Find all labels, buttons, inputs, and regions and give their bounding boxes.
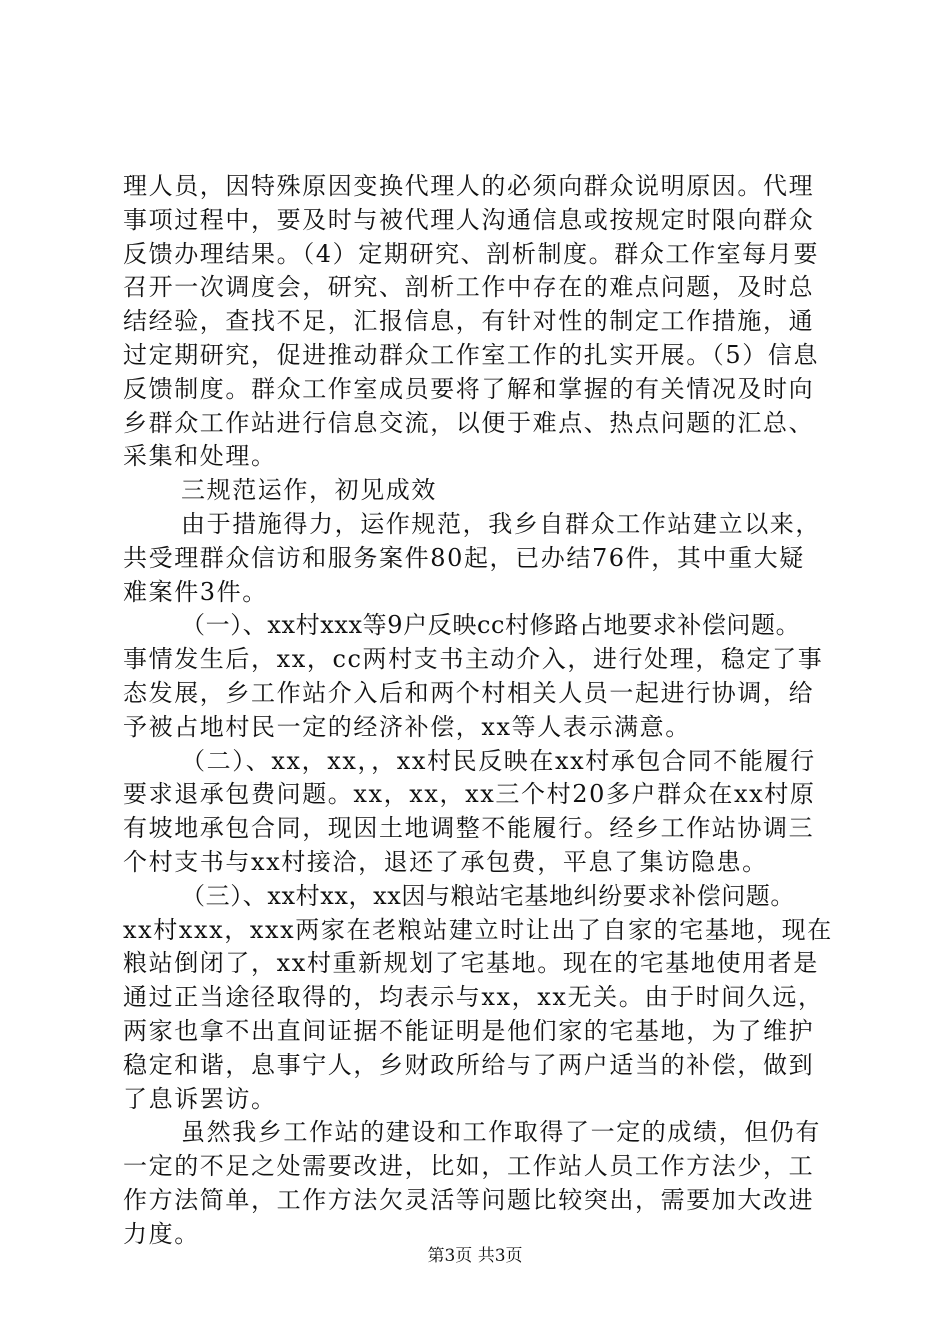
text-line: 通过正当途径取得的，均表示与xx，xx无关。由于时间久远， (123, 983, 824, 1012)
text-line: （三）、xx村xx，xx因与粮站宅基地纠纷要求补偿问题。 (181, 881, 796, 910)
text-line: 稳定和谐，息事宁人，乡财政所给与了两户适当的补偿，做到 (123, 1050, 815, 1079)
page-number: 第3页 共3页 (427, 1246, 523, 1266)
text-line: 召开一次调度会，研究、剖析工作中存在的难点问题，及时总 (123, 273, 815, 302)
text-line: 乡群众工作站进行信息交流，以便于难点、热点问题的汇总、 (123, 408, 815, 437)
text-line: （一）、xx村xxx等9户反映cc村修路占地要求补偿问题。 (181, 611, 801, 640)
text-line: 反馈办理结果。（4）定期研究、剖析制度。群众工作室每月要 (123, 239, 820, 268)
text-line: 由于措施得力，运作规范，我乡自群众工作站建立以来， (181, 509, 821, 538)
text-line: 作方法简单，工作方法欠灵活等问题比较突出，需要加大改进 (123, 1185, 815, 1214)
text-line: 反馈制度。群众工作室成员要将了解和掌握的有关情况及时向 (123, 374, 815, 403)
text-line: 共受理群众信访和服务案件80起，已办结76件，其中重大疑 (123, 543, 805, 572)
text-line: 予被占地村民一定的经济补偿，xx等人表示满意。 (123, 712, 691, 741)
text-line: 两家也拿不出直间证据不能证明是他们家的宅基地，为了维护 (123, 1016, 815, 1045)
text-line: 过定期研究，促进推动群众工作室工作的扎实开展。（5）信息 (123, 340, 820, 369)
text-line: 结经验，查找不足，汇报信息，有针对性的制定工作措施，通 (123, 307, 815, 336)
text-line: 难案件3件。 (123, 577, 268, 606)
text-line: 了息诉罢访。 (123, 1084, 277, 1113)
text-line: 一定的不足之处需要改进，比如，工作站人员工作方法少，工 (123, 1152, 815, 1181)
body-text (123, 170, 843, 1252)
text-line: 要求退承包费问题。xx，xx，xx三个村20多户群众在xx村原 (123, 780, 816, 809)
text-line: 事情发生后，xx，cc两村支书主动介入，进行处理，稳定了事 (123, 645, 824, 674)
text-line: 有坡地承包合同，现因土地调整不能履行。经乡工作站协调三 (123, 814, 815, 843)
text-line: 力度。 (123, 1219, 200, 1248)
text-line: 理人员，因特殊原因变换代理人的必须向群众说明原因。代理 (123, 172, 815, 200)
text-line: 态发展，乡工作站介入后和两个村相关人员一起进行协调，给 (123, 678, 815, 707)
text-line: 粮站倒闭了，xx村重新规划了宅基地。现在的宅基地使用者是 (123, 949, 819, 978)
section-heading: 三规范运作，初见成效 (181, 476, 437, 505)
text-line: 事项过程中，要及时与被代理人沟通信息或按规定时限向群众 (123, 205, 815, 234)
text-line: 采集和处理。 (123, 442, 277, 471)
text-line: xx村xxx，xxx两家在老粮站建立时让出了自家的宅基地，现在 (123, 915, 833, 944)
text-line: 虽然我乡工作站的建设和工作取得了一定的成绩，但仍有 (181, 1118, 821, 1147)
text-line: （二）、xx，xx，，xx村民反映在xx村承包合同不能履行 (181, 746, 816, 775)
text-line: 个村支书与xx村接洽，退还了承包费，平息了集访隐患。 (123, 847, 768, 876)
